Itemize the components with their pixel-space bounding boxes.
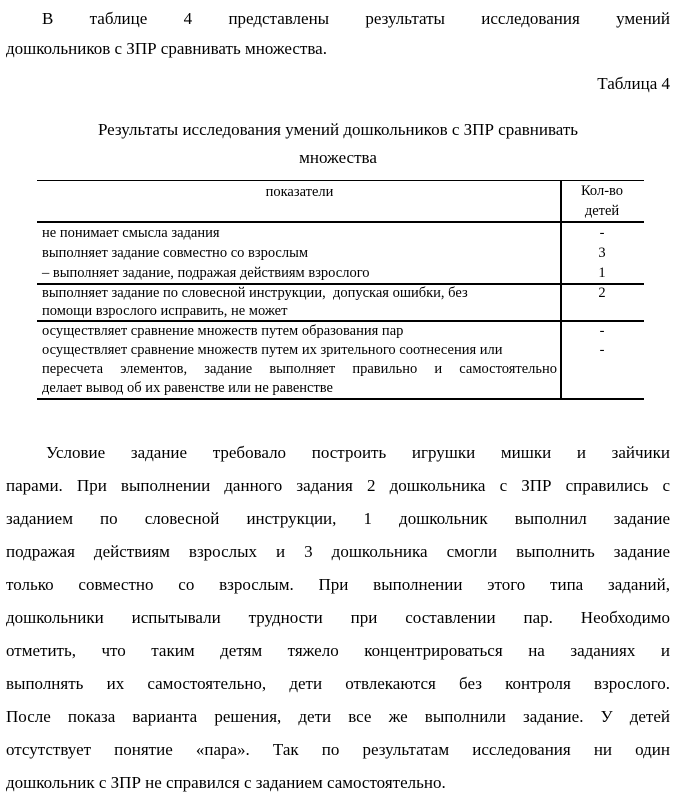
table-label: Таблица 4 (597, 74, 670, 93)
paragraph-line: Условие задание требовало построить игрушки мишки и зайчики (46, 443, 670, 462)
paragraph-line: В таблице 4 представлены результаты исследования умений (42, 9, 670, 28)
table-cell-value: - 3 1 (598, 225, 606, 281)
table-row (37, 223, 644, 285)
paragraph-line: дошкольников с ЗПР сравнивать множества. (6, 39, 327, 58)
paragraph-line: После показа варианта решения, дети все же выполнили задание. У детей (6, 707, 670, 726)
results-table (37, 180, 644, 400)
table-cell-text: осуществляет сравнение множеств путем образования пар осуществляет сравнение множеств путем их зрительного соотнесения или пересчета элементов, задание выполняет правильно и самостоятельно делает вывод об их равенстве или не равенстве (37, 322, 562, 398)
table-row (37, 285, 644, 322)
paragraph-line: только совместно со взрослым. При выполнении этого типа заданий, (6, 575, 670, 594)
table-cell-value: - - (599, 323, 605, 358)
table-title (6, 116, 670, 172)
table-title-line: Результаты исследования умений дошкольников с ЗПР сравнивать (97, 120, 579, 139)
table-cell-text: выполняет задание по словесной инструкции, допуская ошибки, без помощи взрослого исправить, не может (37, 285, 562, 320)
table-row (37, 322, 644, 400)
table-title-line: множества (299, 148, 377, 167)
column-header-indicators: показатели (37, 181, 562, 221)
paragraph-line: отсутствует понятие «пара». Так по результатам исследования ни один (6, 740, 670, 759)
paragraph-line: отметить, что таким детям тяжело концентрироваться на заданиях и (6, 641, 670, 660)
paragraph-line: дошкольник с ЗПР не справился с заданием самостоятельно. (6, 773, 446, 792)
table-cell-value: 2 (598, 285, 606, 301)
column-header-count: Кол-во детей (580, 183, 624, 219)
body-paragraph (6, 436, 670, 799)
table-cell-text: не понимает смысла задания выполняет задание совместно со взрослым – выполняет задание, подражая действиям взрослого (37, 223, 562, 283)
intro-paragraph (6, 4, 670, 64)
table-header-row (37, 181, 644, 223)
paragraph-line: дошкольники испытывали трудности при составлении пар. Необходимо (6, 608, 670, 627)
paragraph-line: парами. При выполнении данного задания 2 дошкольника с ЗПР справились с (6, 476, 670, 495)
paragraph-line: выполнять их самостоятельно, дети отвлекаются без контроля взрослого. (6, 674, 670, 693)
paragraph-line: подражая действиям взрослых и 3 дошкольника смогли выполнить задание (6, 542, 670, 561)
paragraph-line: заданием по словесной инструкции, 1 дошкольник выполнил задание (6, 509, 670, 528)
